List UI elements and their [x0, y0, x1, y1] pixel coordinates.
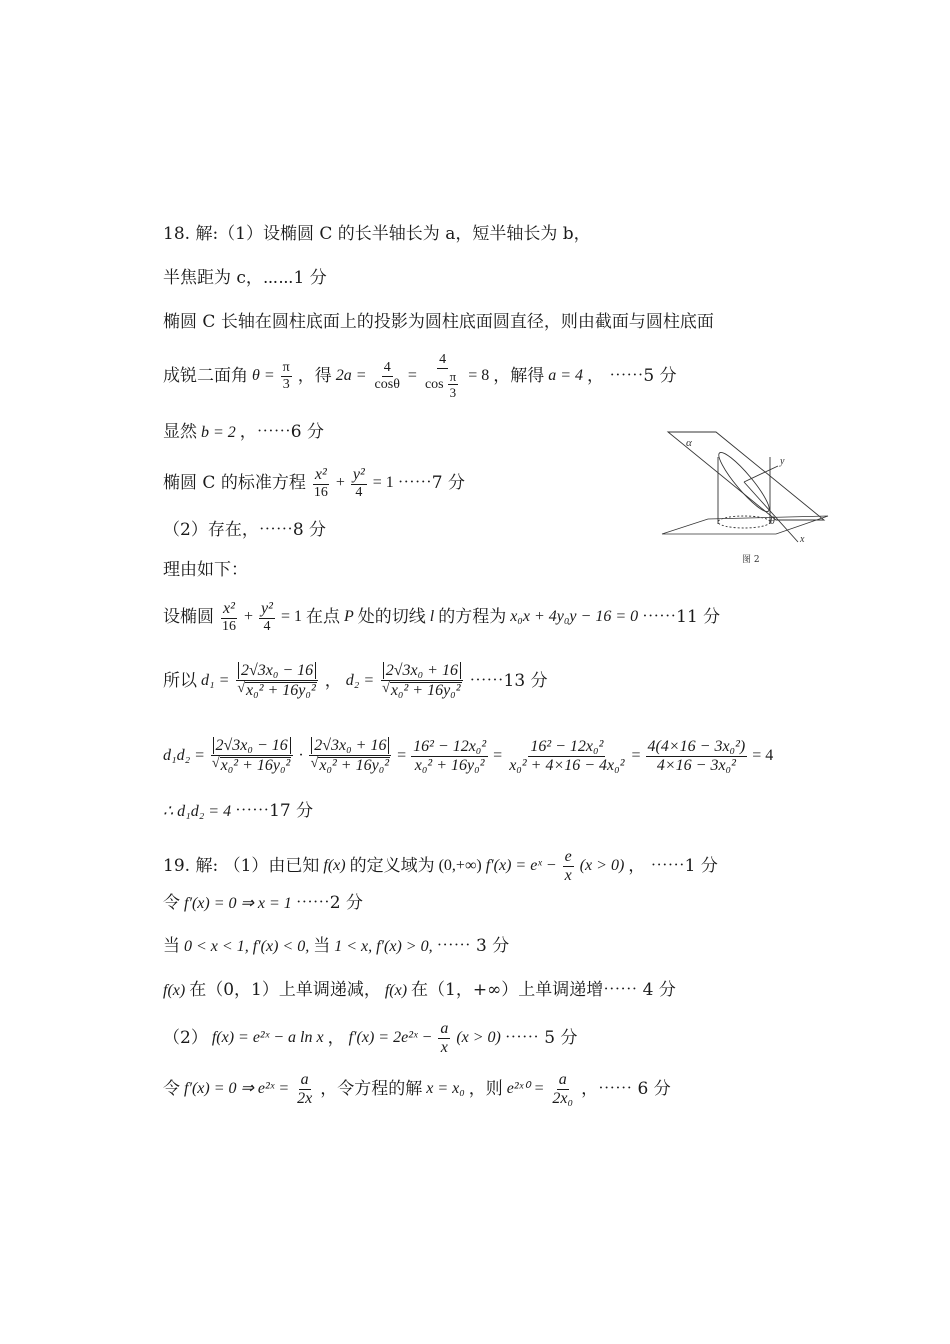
den: x₀² + 4×16 − 4x₀² — [509, 756, 625, 774]
sqrt: √ x₀² + 16y₀² — [382, 681, 461, 699]
num: a — [558, 1070, 567, 1088]
den — [380, 681, 463, 699]
figure-caption: 图 2 — [742, 555, 760, 565]
den: x — [564, 866, 572, 884]
num: a — [300, 1070, 309, 1088]
score: ， ⋯⋯5 分 — [587, 365, 677, 386]
eq1: = 1 — [280, 608, 302, 625]
frac-a-2x0 — [550, 1072, 575, 1107]
frac-pi-3 — [281, 361, 292, 392]
eq: = — [397, 747, 407, 764]
math-theta: θ = — [252, 367, 275, 384]
score: ⋯⋯11 分 — [642, 606, 721, 627]
point-p: P — [343, 608, 354, 625]
fx: f(x) — [323, 857, 346, 874]
score: ，⋯⋯ 6 分 — [581, 1078, 671, 1099]
q18-line-1 — [163, 226, 591, 243]
eq: f′(x) = 0 ⇒ e²ˣ = — [184, 1080, 290, 1097]
eq: 0 < x < 1, f′(x) < 0, — [184, 937, 310, 955]
x-axis — [744, 482, 798, 542]
q19-line-2 — [163, 895, 363, 912]
score: ⋯⋯13 分 — [469, 670, 548, 691]
q18-line-11 — [163, 730, 773, 782]
cond: (x > 0) — [579, 857, 625, 874]
radicand: x₀² + 16y₀² — [246, 682, 316, 699]
text: （2） — [163, 1027, 208, 1048]
x0: x = x₀ — [426, 1080, 465, 1097]
plus: + — [335, 474, 345, 491]
num — [211, 738, 293, 756]
q18-line-6 — [163, 462, 465, 504]
sqrt: √ x₀² + 16y₀² — [310, 756, 390, 774]
text: 理由如下： — [163, 560, 248, 580]
fx: f(x) — [163, 981, 186, 999]
num: e — [564, 847, 572, 865]
num: π — [449, 369, 457, 384]
num: x² — [314, 465, 327, 483]
den: cosθ — [374, 376, 400, 392]
text: ，得 — [297, 365, 332, 386]
d1d2: d₁d₂ = — [163, 747, 205, 764]
num: 16² − 12x₀² — [530, 737, 604, 755]
num: a — [440, 1019, 449, 1037]
frac-d2 — [380, 663, 463, 699]
text: 半焦距为 c，⋯⋯1 分 — [163, 268, 327, 288]
text: 在（0，1）上单调递减， — [189, 980, 381, 1000]
q19-line-4 — [163, 982, 676, 999]
den: 3 — [282, 376, 290, 392]
line-l: l — [429, 608, 435, 625]
den — [235, 681, 318, 699]
eq2: 1 < x, f′(x) > 0, — [334, 937, 433, 955]
frac-a-2x — [295, 1072, 314, 1107]
text: （2）存在，⋯⋯8 分 — [163, 520, 327, 540]
num: x² — [223, 599, 235, 617]
abs: 2√3x₀ + 16 — [311, 737, 389, 754]
den: 16 — [222, 618, 236, 634]
score: ⋯⋯17 分 — [235, 801, 314, 821]
text: 椭圆 C 长轴在圆柱底面上的投影为圆柱底面圆直径，则由截面与圆柱底面 — [163, 312, 714, 332]
d2: d₂ = — [345, 672, 375, 689]
therefore: ∴ d₁d₂ = 4 — [163, 802, 232, 820]
num: y² — [352, 465, 365, 483]
y-label: y — [780, 456, 785, 467]
q18-line-4 — [163, 346, 677, 406]
text: ，则 — [468, 1078, 503, 1099]
text: 椭圆 C 的标准方程 — [163, 472, 306, 493]
alpha-label: α — [686, 437, 692, 449]
fx2: f(x) — [384, 981, 408, 999]
text: 的方程为 — [438, 606, 507, 627]
den: 2x₀ — [552, 1089, 574, 1107]
frac-3 — [411, 739, 488, 774]
q19-line-3 — [163, 938, 509, 955]
cos: cos — [424, 376, 444, 392]
frac-a-x — [438, 1021, 450, 1056]
den: 2x — [297, 1089, 313, 1107]
text: 令 — [163, 893, 180, 913]
num: 16² − 12x₀² — [413, 737, 487, 755]
text: 在（1，+∞）上单调递增⋯⋯ 4 分 — [411, 980, 676, 1000]
den — [423, 369, 462, 399]
frac-4-cos-pi3 — [423, 353, 462, 399]
q18-line-5 — [163, 424, 324, 441]
den: 4 — [263, 618, 271, 634]
sqrt: √ x₀² + 16y₀² — [211, 756, 291, 774]
frac-e-x — [563, 849, 574, 884]
q19-line-6 — [163, 1068, 671, 1110]
text: 设椭圆 — [163, 606, 214, 627]
math-eq: = — [407, 367, 417, 384]
q18-line-10 — [163, 656, 548, 706]
den: 3 — [449, 385, 457, 400]
text: ，令方程的解 — [320, 1078, 423, 1099]
num: π — [282, 359, 290, 375]
frac-y2-4 — [259, 601, 275, 634]
q18-line-2 — [163, 270, 327, 287]
radicand: x₀² + 16y₀² — [319, 757, 390, 774]
cond: (x > 0) — [456, 1029, 501, 1046]
num — [236, 663, 318, 681]
abs: 2√3x₀ − 16 — [238, 662, 316, 679]
frac-d1 — [235, 663, 318, 699]
eq: f′(x) = 0 ⇒ x = 1 — [184, 894, 292, 912]
text: 成锐二面角 — [163, 365, 248, 386]
text: 令 — [163, 1078, 180, 1099]
plus: + — [244, 608, 254, 625]
d1: d₁ = — [201, 672, 230, 689]
domain: (0,+∞) — [438, 857, 482, 874]
score: ， ⋯⋯1 分 — [628, 855, 718, 876]
den: 4×16 − 3x₀² — [656, 756, 736, 774]
frac-4-cos — [373, 361, 402, 392]
frac-x2-16 — [220, 601, 238, 634]
text: ， — [327, 1027, 345, 1048]
abs: 2√3x₀ + 16 — [383, 662, 461, 679]
math-2a: 2a = — [335, 367, 367, 384]
text: 的定义域为 — [349, 855, 435, 876]
base-plane — [662, 516, 828, 534]
q19-line-5 — [163, 1018, 578, 1058]
num: y² — [261, 599, 273, 617]
den — [210, 756, 293, 774]
text: 处的切线 — [357, 606, 426, 627]
den: 4 — [355, 484, 363, 500]
q19-line-1 — [163, 846, 718, 886]
den: 16 — [313, 484, 328, 500]
q18-line-8 — [163, 562, 248, 579]
den: x₀² + 16y₀² — [414, 756, 485, 774]
num — [381, 663, 463, 681]
den — [309, 756, 392, 774]
score: ，⋯⋯6 分 — [239, 422, 325, 442]
q18-line-3 — [163, 314, 714, 331]
score: ⋯⋯2 分 — [295, 893, 364, 913]
frac-pi-3-inner — [448, 370, 459, 399]
sep: ， — [324, 670, 342, 691]
radicand: x₀² + 16y₀² — [390, 682, 461, 699]
score: ⋯⋯ 3 分 — [436, 936, 510, 956]
text: 19. 解: （1）由已知 — [163, 855, 320, 876]
text: 当 — [163, 936, 180, 956]
frac-y2-4 — [351, 467, 367, 500]
f: f(x) = e²ˣ − a ln x — [211, 1029, 324, 1046]
math-eq8: = 8 — [468, 367, 490, 384]
frac-2 — [309, 738, 392, 774]
frac-4 — [507, 739, 626, 774]
den: x — [440, 1038, 448, 1056]
num — [309, 738, 391, 756]
figure-2 — [658, 424, 836, 569]
score: ⋯⋯ 5 分 — [504, 1027, 578, 1048]
q18-line-12 — [163, 803, 313, 820]
sqrt: √ x₀² + 16y₀² — [237, 681, 316, 699]
q18-line-9 — [163, 596, 720, 638]
frac-x2-16 — [312, 467, 330, 500]
abs: 2√3x₀ − 16 — [213, 737, 291, 754]
q18-line-7 — [163, 522, 326, 539]
eq: = — [493, 747, 503, 764]
text: 当 — [313, 936, 331, 956]
frac-5 — [646, 739, 748, 774]
score: ⋯⋯7 分 — [397, 472, 466, 493]
dot: · — [298, 747, 304, 764]
eq1: = 1 — [372, 474, 394, 491]
fp: f′(x) = 2e²ˣ − — [348, 1029, 433, 1046]
frac-1 — [210, 738, 293, 774]
tangent-eq: x₀x + 4y₀y − 16 = 0 — [510, 608, 639, 625]
text: 18. 解:（1）设椭圆 C 的长半轴长为 a，短半轴长为 b， — [163, 224, 591, 244]
eq4: = 4 — [752, 747, 774, 764]
radicand: x₀² + 16y₀² — [220, 757, 291, 774]
text: 显然 — [163, 422, 197, 442]
fprime: f′(x) = eˣ − — [485, 857, 557, 874]
math-b2: b = 2 — [201, 423, 236, 441]
math-a4: a = 4 — [548, 367, 584, 384]
e2x0: e²ˣ⁰ = — [506, 1080, 545, 1097]
x-label: x — [800, 534, 805, 545]
num: 4(4×16 − 3x₀²) — [647, 737, 746, 755]
theta-label: θ — [770, 516, 775, 527]
eq: = — [631, 747, 641, 764]
text: 在点 — [305, 606, 340, 627]
num: 4 — [439, 352, 447, 367]
text: ，解得 — [493, 365, 545, 386]
text: 所以 — [163, 670, 197, 691]
num: 4 — [383, 359, 391, 375]
